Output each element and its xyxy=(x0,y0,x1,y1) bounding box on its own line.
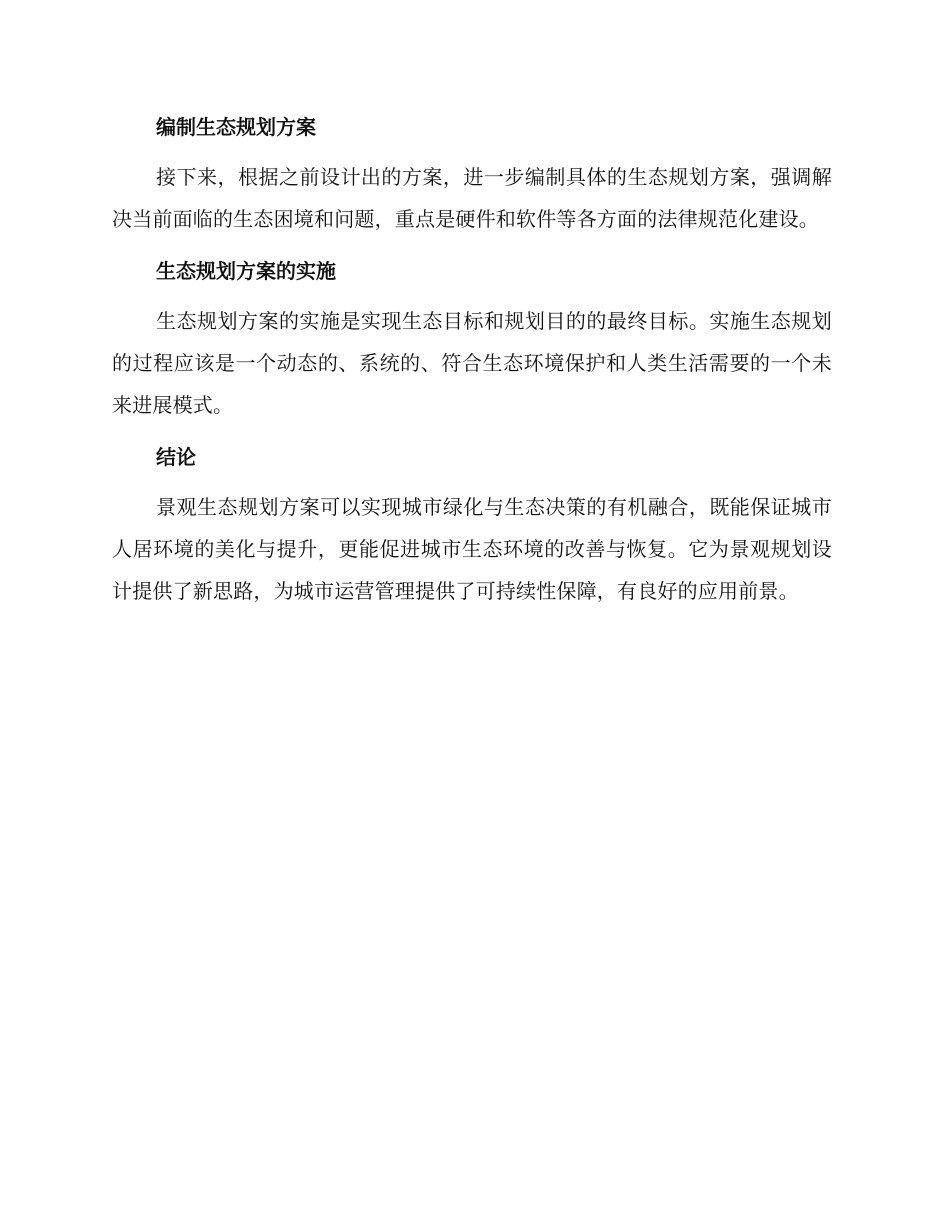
document-content xyxy=(112,108,832,624)
section-heading: 生态规划方案的实施 xyxy=(156,259,336,283)
section-heading: 结论 xyxy=(156,445,196,469)
section-conclusion xyxy=(112,438,832,612)
section-paragraph: 生态规划方案的实施是实现生态目标和规划目的的最终目标。实施生态规划的过程应该是一个动态的、系统的、符合生态环境保护和人类生活需要的一个未来进展模式。 xyxy=(112,309,832,417)
section-paragraph: 景观生态规划方案可以实现城市绿化与生态决策的有机融合，既能保证城市人居环境的美化与提升，更能促进城市生态环境的改善与恢复。它为景观规划设计提供了新思路，为城市运营管理提供了可持续性保障，有良好的应用前景。 xyxy=(112,495,832,603)
section-heading: 编制生态规划方案 xyxy=(156,115,316,139)
section-plan-drafting xyxy=(112,108,832,240)
section-plan-implementation xyxy=(112,252,832,426)
section-paragraph: 接下来，根据之前设计出的方案，进一步编制具体的生态规划方案，强调解决当前面临的生态困境和问题，重点是硬件和软件等各方面的法律规范化建设。 xyxy=(112,165,832,231)
